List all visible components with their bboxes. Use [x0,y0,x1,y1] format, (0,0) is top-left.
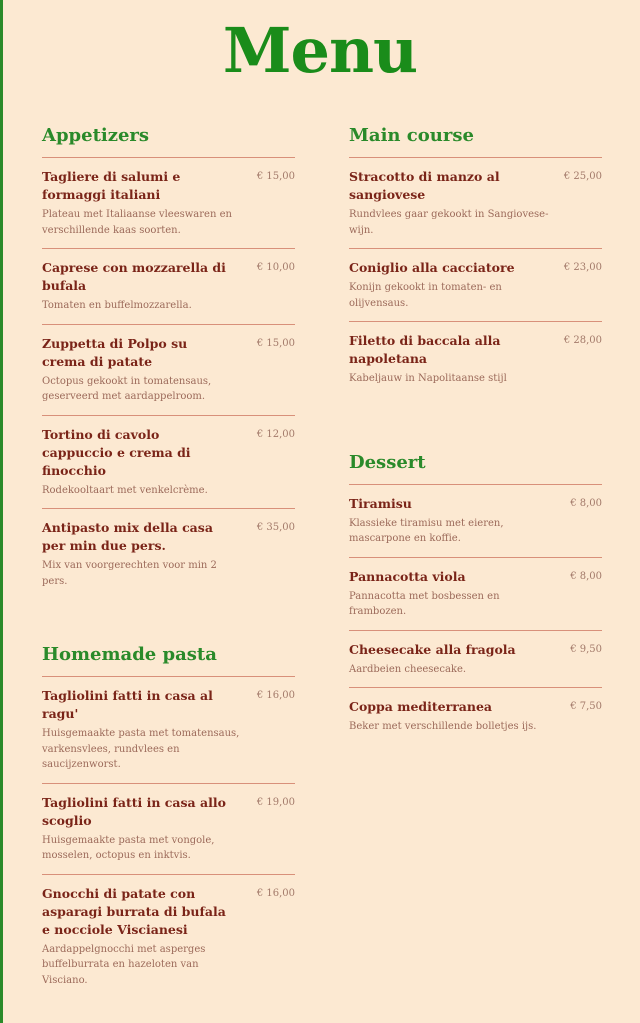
section-dessert [349,451,602,745]
item-name: Tortino di cavolo cappuccio e crema di finocchio [42,426,191,478]
item-description: Kabeljauw in Napolitaanse stijl [349,373,507,384]
item-price: € 23,00 [563,262,602,273]
item-price: € 15,00 [256,337,295,349]
menu-item [349,249,602,322]
item-description: Plateau met Italiaanse vleeswaren en verschillende kaas soorten. [42,209,232,236]
section-pasta [42,643,295,998]
item-description: Mix van voorgerechten voor min 2 pers. [42,560,217,587]
item-description: Huisgemaakte pasta met vongole, mosselen, octopus en inktvis. [42,834,215,861]
item-name: Gnocchi di patate con asparagi burrata di bufala e nocciole Viscianesi [42,885,226,937]
menu-item [42,509,295,599]
menu-item [42,249,295,325]
item-name: Tagliere di salumi e formaggi italiani [42,169,181,202]
item-name: Cheesecake alla fragola [349,641,516,657]
page-title: Menu [222,14,418,87]
item-price: € 35,00 [256,522,295,533]
menu-item [42,677,295,784]
item-name: Tagliolini fatti in casa allo scoglio [42,794,226,828]
left-border [0,0,3,1023]
item-price: € 19,00 [256,796,295,808]
item-name: Caprese con mozzarella di bufala [42,260,226,293]
item-description: Huisgemaakte pasta met tomatensaus, varkensvlees, rundvlees en saucijzenworst. [42,728,240,770]
menu-item [349,631,602,689]
item-description: Klassieke tiramisu met eieren, mascarpone en koffie. [349,517,504,544]
item-price: € 8,00 [570,497,602,509]
item-name: Coppa mediterranea [349,699,493,714]
menu-item [349,322,602,397]
item-name: Filetto di baccala alla napoletana [349,333,501,366]
right-column [349,124,602,745]
item-name: Tagliolini fatti in casa al ragu' [42,688,213,721]
item-price: € 15,00 [256,171,295,182]
item-name: Zuppetta di Polpo su crema di patate [42,335,188,369]
section-main-course [349,124,602,397]
item-name: Stracotto di manzo al sangiovese [349,169,500,202]
item-price: € 8,00 [570,570,602,582]
item-price: € 10,00 [256,262,295,273]
item-description: Konijn gekookt in tomaten- en olijvensaus. [349,282,502,309]
item-description: Tomaten en buffelmozzarella. [42,300,192,311]
menu-item [42,875,295,999]
section-title: Homemade pasta [42,643,295,677]
item-description: Beker met verschillende bolletjes ijs. [349,721,537,732]
item-price: € 28,00 [563,335,602,346]
menu-item [349,558,602,631]
item-price: € 9,50 [570,643,602,655]
item-name: Pannacotta viola [349,568,466,584]
item-price: € 25,00 [563,171,602,182]
section-title: Dessert [349,451,602,485]
item-price: € 7,50 [570,701,602,712]
item-description: Octopus gekookt in tomatensaus, geserveerd met aardappelroom. [42,375,212,402]
menu-item [42,784,295,875]
item-name: Antipasto mix della casa per min due pers. [42,520,213,553]
item-price: € 16,00 [256,690,295,701]
item-description: Rodekooltaart met venkelcrème. [42,484,208,496]
item-price: € 16,00 [256,887,295,899]
left-column [42,124,295,998]
section-title: Main course [349,124,602,158]
menu-item [42,158,295,249]
menu-item [42,416,295,510]
section-title: Appetizers [42,124,295,158]
menu-item [349,158,602,249]
menu-item [42,325,295,416]
item-name: Tiramisu [349,495,412,511]
item-description: Aardbeien cheesecake. [349,663,467,675]
section-appetizers [42,124,295,599]
item-description: Aardappelgnocchi met asperges buffelburrata en hazeloten van Visciano. [42,943,206,986]
menu-item [349,485,602,558]
item-name: Coniglio alla cacciatore [349,260,515,275]
menu-item [349,688,602,745]
item-description: Rundvlees gaar gekookt in Sangiovese-wijn. [349,209,549,236]
item-price: € 12,00 [256,428,295,440]
item-description: Pannacotta met bosbessen en frambozen. [349,590,500,617]
